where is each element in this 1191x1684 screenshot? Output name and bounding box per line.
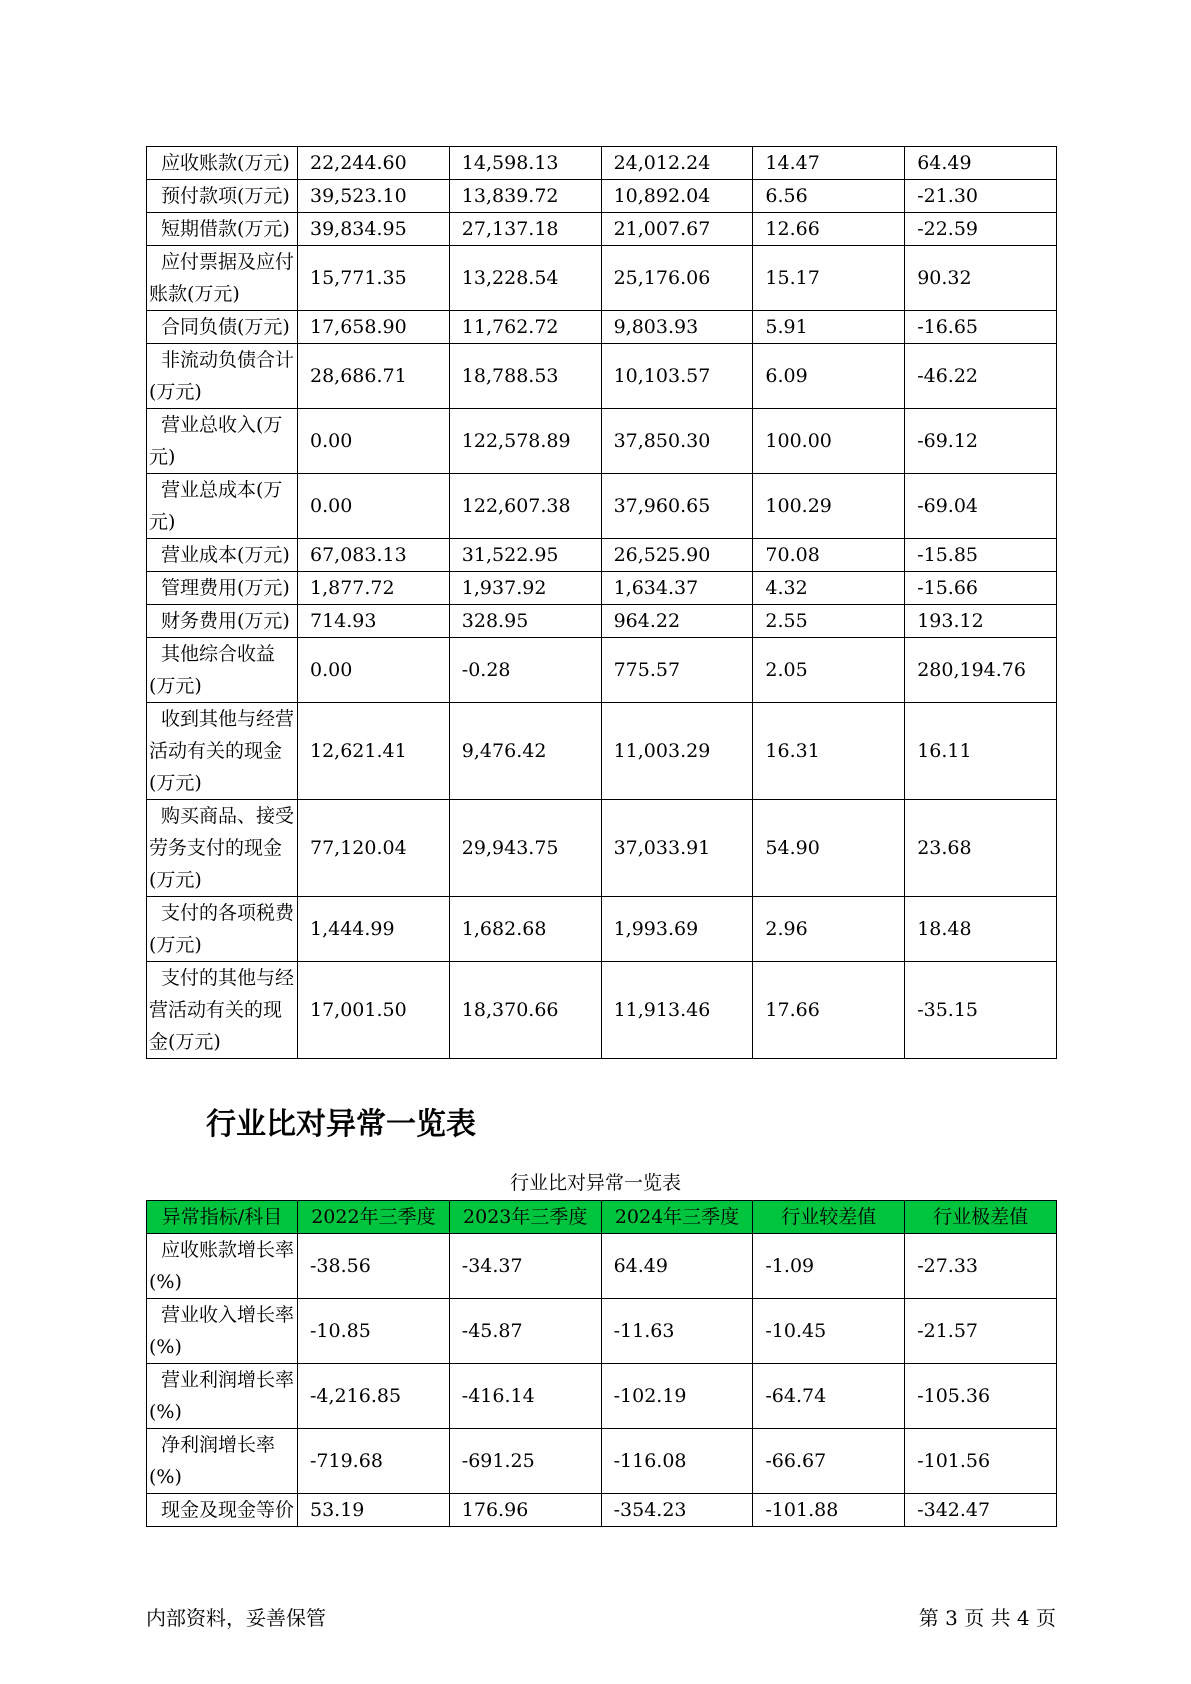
table-cell: -27.33 [905,1234,1057,1299]
row-label: 其他综合收益(万元) [147,638,298,703]
table-cell: 10,103.57 [601,344,753,409]
table-cell: 27,137.18 [449,213,601,246]
table-cell: 2.05 [753,638,905,703]
row-label: 管理费用(万元) [147,572,298,605]
table-row [147,703,1057,800]
table-cell: 37,033.91 [601,800,753,897]
table-cell: -21.57 [905,1299,1057,1364]
financial-table-body [147,147,1057,1059]
industry-comparison-table [146,1200,1057,1527]
table-cell: 18.48 [905,897,1057,962]
table-cell: -66.67 [753,1429,905,1494]
table-row [147,213,1057,246]
table-cell: -116.08 [601,1429,753,1494]
table-cell: 18,370.66 [449,962,601,1059]
table-cell: 6.56 [753,180,905,213]
table-cell: 39,523.10 [298,180,450,213]
table-cell: 39,834.95 [298,213,450,246]
table-row [147,311,1057,344]
table-cell: -101.56 [905,1429,1057,1494]
table-cell: 1,993.69 [601,897,753,962]
column-header: 2024年三季度 [601,1201,753,1234]
table-cell: 25,176.06 [601,246,753,311]
table-cell: 6.09 [753,344,905,409]
column-header: 行业极差值 [905,1201,1057,1234]
table-cell: -1.09 [753,1234,905,1299]
row-label: 非流动负债合计(万元) [147,344,298,409]
table-cell: 15.17 [753,246,905,311]
table-cell: -15.85 [905,539,1057,572]
table-cell: 100.00 [753,409,905,474]
table-cell: 26,525.90 [601,539,753,572]
table-cell: 29,943.75 [449,800,601,897]
row-label: 营业总成本(万元) [147,474,298,539]
table-cell: 15,771.35 [298,246,450,311]
table-cell: 0.00 [298,638,450,703]
row-label: 营业收入增长率(%) [147,1299,298,1364]
table-cell: 17,001.50 [298,962,450,1059]
table-cell: 23.68 [905,800,1057,897]
table-cell: 90.32 [905,246,1057,311]
table-row [147,147,1057,180]
row-label: 应收账款增长率(%) [147,1234,298,1299]
table-cell: 2.55 [753,605,905,638]
table-cell: -101.88 [753,1494,905,1527]
row-label: 购买商品、接受劳务支付的现金(万元) [147,800,298,897]
table-cell: 17,658.90 [298,311,450,344]
table-row [147,1429,1057,1494]
table-cell: 176.96 [449,1494,601,1527]
table-cell: 100.29 [753,474,905,539]
table-cell: -11.63 [601,1299,753,1364]
table-cell: 4.32 [753,572,905,605]
table-cell: 0.00 [298,409,450,474]
table-cell: 122,578.89 [449,409,601,474]
table-cell: -69.12 [905,409,1057,474]
table-cell: 37,850.30 [601,409,753,474]
row-label: 财务费用(万元) [147,605,298,638]
table-row [147,344,1057,409]
row-label: 收到其他与经营活动有关的现金(万元) [147,703,298,800]
table-cell: 2.96 [753,897,905,962]
table-row [147,539,1057,572]
footer-page-number: 第 3 页 共 4 页 [918,1606,1056,1630]
row-label: 应收账款(万元) [147,147,298,180]
table-cell: 14.47 [753,147,905,180]
table-cell: 1,682.68 [449,897,601,962]
table-cell: 21,007.67 [601,213,753,246]
row-label: 支付的其他与经营活动有关的现金(万元) [147,962,298,1059]
table-row [147,1234,1057,1299]
column-header: 2023年三季度 [449,1201,601,1234]
column-header: 异常指标/科目 [147,1201,298,1234]
table-cell: -105.36 [905,1364,1057,1429]
row-label: 短期借款(万元) [147,213,298,246]
row-label: 支付的各项税费(万元) [147,897,298,962]
table-cell: -10.85 [298,1299,450,1364]
table-cell: 54.90 [753,800,905,897]
table-cell: 17.66 [753,962,905,1059]
table-cell: 1,937.92 [449,572,601,605]
table-cell: 280,194.76 [905,638,1057,703]
table-cell: -354.23 [601,1494,753,1527]
table-row [147,1364,1057,1429]
table-cell: 16.11 [905,703,1057,800]
row-label: 合同负债(万元) [147,311,298,344]
table-cell: -64.74 [753,1364,905,1429]
row-label: 营业利润增长率(%) [147,1364,298,1429]
table-cell: 12,621.41 [298,703,450,800]
table-cell: 77,120.04 [298,800,450,897]
table-cell: 11,762.72 [449,311,601,344]
table-cell: -34.37 [449,1234,601,1299]
row-label: 应付票据及应付账款(万元) [147,246,298,311]
table-cell: 31,522.95 [449,539,601,572]
table-row [147,800,1057,897]
column-header: 2022年三季度 [298,1201,450,1234]
table-cell: 64.49 [601,1234,753,1299]
table-cell: -719.68 [298,1429,450,1494]
table-cell: -22.59 [905,213,1057,246]
row-label: 预付款项(万元) [147,180,298,213]
table-cell: -16.65 [905,311,1057,344]
table-cell: 1,877.72 [298,572,450,605]
table-cell: 775.57 [601,638,753,703]
table-cell: 1,634.37 [601,572,753,605]
table-row [147,897,1057,962]
table-cell: 13,228.54 [449,246,601,311]
table-cell: 11,913.46 [601,962,753,1059]
table-cell: 122,607.38 [449,474,601,539]
table-cell: 64.49 [905,147,1057,180]
table-cell: 37,960.65 [601,474,753,539]
table-cell: 13,839.72 [449,180,601,213]
table-row [147,962,1057,1059]
industry-table-body [147,1234,1057,1527]
table-cell: 16.31 [753,703,905,800]
table-cell: -46.22 [905,344,1057,409]
table-cell: -342.47 [905,1494,1057,1527]
table-cell: 67,083.13 [298,539,450,572]
table-cell: 24,012.24 [601,147,753,180]
table-cell: 10,892.04 [601,180,753,213]
table-row [147,638,1057,703]
table-row [147,180,1057,213]
table-cell: -38.56 [298,1234,450,1299]
row-label: 现金及现金等价 [147,1494,298,1527]
table-cell: 70.08 [753,539,905,572]
table-cell: 0.00 [298,474,450,539]
row-label: 营业成本(万元) [147,539,298,572]
table-row [147,572,1057,605]
table-cell: -102.19 [601,1364,753,1429]
table-caption: 行业比对异常一览表 [509,1172,681,1194]
section-title: 行业比对异常一览表 [206,1107,476,1142]
table-cell: 9,803.93 [601,311,753,344]
table-row [147,1299,1057,1364]
table-cell: -4,216.85 [298,1364,450,1429]
table-cell: 12.66 [753,213,905,246]
table-row [147,246,1057,311]
table-cell: 9,476.42 [449,703,601,800]
table-cell: -69.04 [905,474,1057,539]
financial-table [146,146,1057,1059]
table-cell: 53.19 [298,1494,450,1527]
table-cell: 714.93 [298,605,450,638]
table-cell: 5.91 [753,311,905,344]
table-row [147,1494,1057,1527]
table-cell: 22,244.60 [298,147,450,180]
table-cell: 11,003.29 [601,703,753,800]
table-cell: -0.28 [449,638,601,703]
table-cell: 28,686.71 [298,344,450,409]
table-cell: -15.66 [905,572,1057,605]
column-header: 行业较差值 [753,1201,905,1234]
table-cell: -45.87 [449,1299,601,1364]
table-cell: -35.15 [905,962,1057,1059]
table-header-row [147,1201,1057,1234]
table-cell: 193.12 [905,605,1057,638]
table-row [147,409,1057,474]
table-cell: 964.22 [601,605,753,638]
table-cell: -416.14 [449,1364,601,1429]
table-cell: 18,788.53 [449,344,601,409]
table-cell: 1,444.99 [298,897,450,962]
row-label: 营业总收入(万元) [147,409,298,474]
table-row [147,474,1057,539]
table-cell: 328.95 [449,605,601,638]
table-cell: -10.45 [753,1299,905,1364]
row-label: 净利润增长率(%) [147,1429,298,1494]
footer-confidential-note: 内部资料，妥善保管 [146,1606,326,1630]
table-cell: -21.30 [905,180,1057,213]
table-row [147,605,1057,638]
table-cell: -691.25 [449,1429,601,1494]
table-cell: 14,598.13 [449,147,601,180]
